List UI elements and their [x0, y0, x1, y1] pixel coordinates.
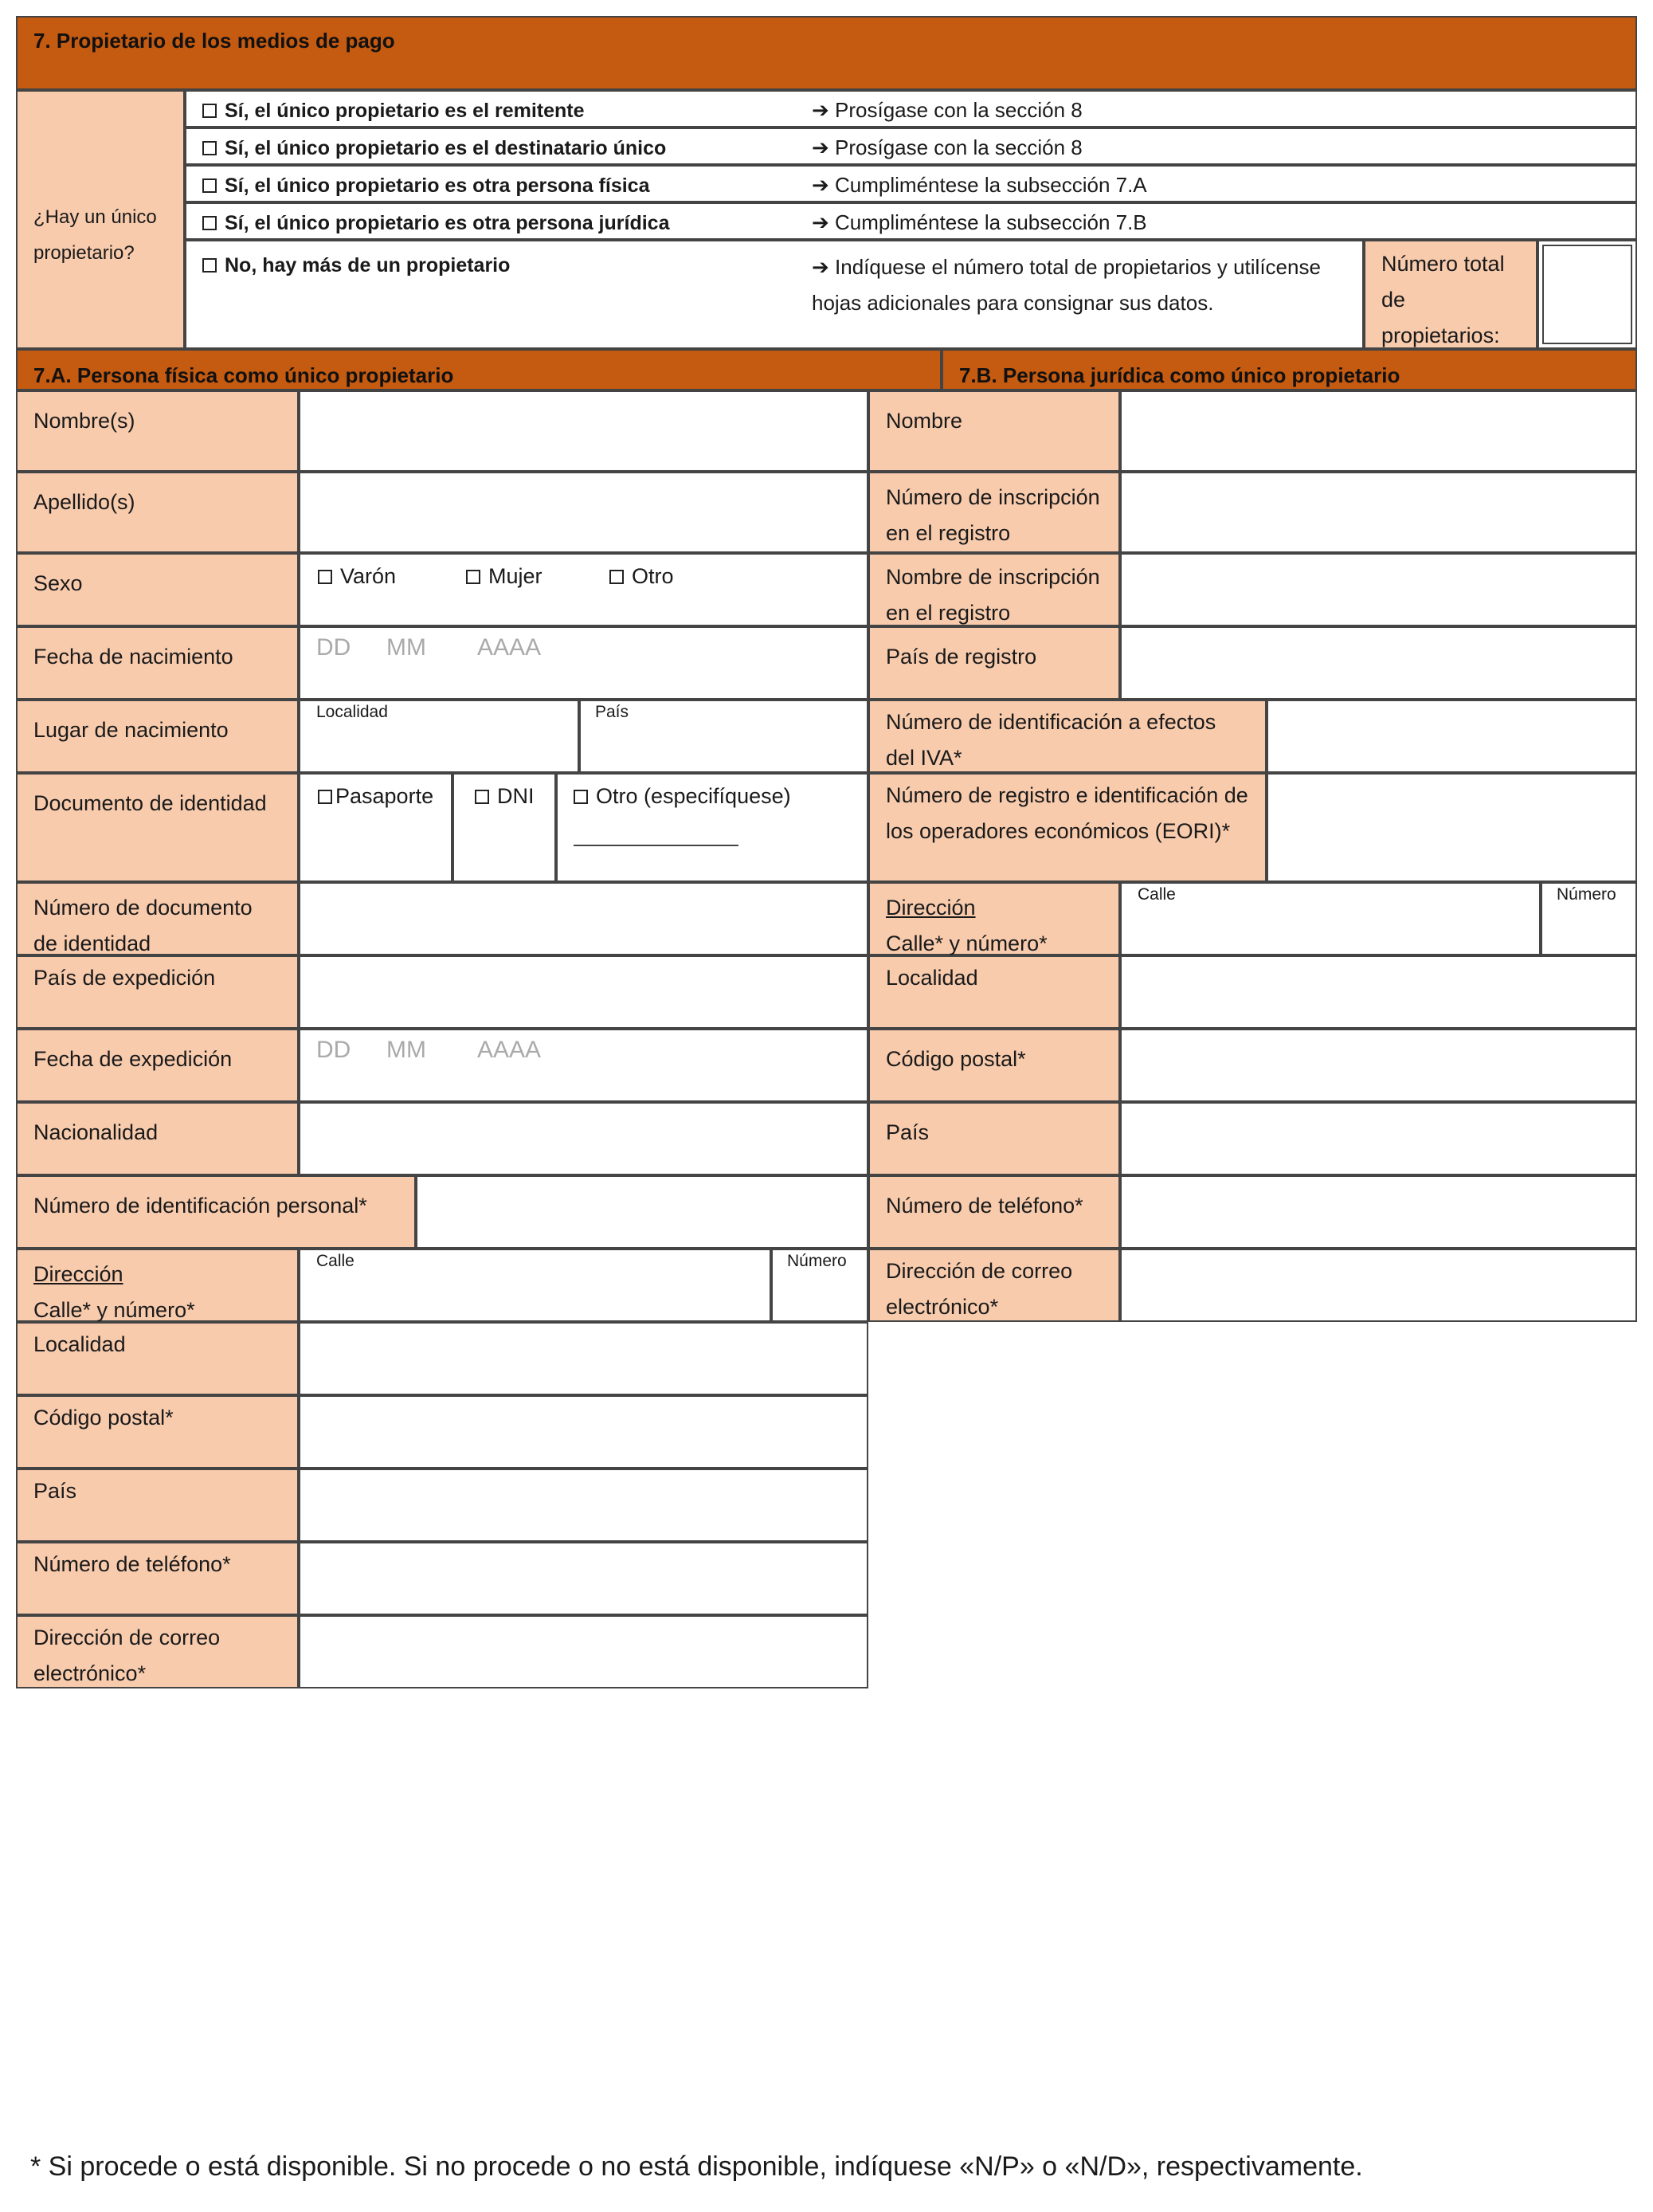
label-b-iva: Número de identificación a efectos del IVA*	[868, 700, 1267, 773]
label-nacionalidad: Nacionalidad	[16, 1102, 299, 1175]
label-pais-expedicion: País de expedición	[16, 955, 299, 1029]
input-b-pais[interactable]	[1120, 1102, 1637, 1175]
label-documento-identidad: Documento de identidad	[16, 773, 299, 882]
sexo-option-mujer[interactable]: Mujer	[466, 564, 543, 589]
input-localidad[interactable]	[299, 1322, 868, 1395]
checkbox-icon[interactable]	[202, 178, 217, 193]
input-codigo-postal[interactable]	[299, 1395, 868, 1469]
label-numero-id-personal: Número de identificación personal*	[16, 1175, 416, 1249]
label-b-pais-registro: País de registro	[868, 626, 1120, 700]
option-row-varios-propietarios[interactable]: No, hay más de un propietario ➔ Indíquese el número total de propietarios y utilícense hojas adicionales para consignar sus datos.	[185, 240, 1364, 349]
checkbox-icon[interactable]	[466, 570, 480, 584]
date-dd-placeholder: DD	[316, 1037, 351, 1063]
sexo-option-otro[interactable]: Otro	[609, 564, 674, 589]
input-b-num-inscripcion[interactable]	[1120, 472, 1637, 553]
option-row-remitente[interactable]: Sí, el único propietario es el remitente ➔ Prosígase con la sección 8	[185, 90, 1637, 127]
label-lugar-nacimiento: Lugar de nacimiento	[16, 700, 299, 773]
label-b-pais: País	[868, 1102, 1120, 1175]
input-nacionalidad[interactable]	[299, 1102, 868, 1175]
label-localidad: Localidad	[16, 1322, 299, 1395]
input-b-eori[interactable]	[1267, 773, 1637, 882]
doc-otro-specify-line[interactable]	[574, 845, 738, 846]
input-pais-expedicion[interactable]	[299, 955, 868, 1029]
label-pais: País	[16, 1469, 299, 1542]
input-sexo[interactable]	[299, 553, 868, 626]
input-pais[interactable]	[299, 1469, 868, 1542]
input-b-numero-calle[interactable]: Número	[1541, 882, 1637, 955]
input-nombres[interactable]	[299, 390, 868, 472]
label-b-eori: Número de registro e identificación de los operadores económicos (EORI)*	[868, 773, 1267, 882]
input-numero-calle[interactable]: Número	[771, 1249, 868, 1322]
input-numero-documento[interactable]	[299, 882, 868, 955]
input-b-pais-registro[interactable]	[1120, 626, 1637, 700]
date-dd-placeholder: DD	[316, 634, 351, 661]
label-telefono: Número de teléfono*	[16, 1542, 299, 1615]
input-lugar-pais[interactable]: País	[579, 700, 868, 773]
input-b-telefono[interactable]	[1120, 1175, 1637, 1249]
label-b-localidad: Localidad	[868, 955, 1120, 1029]
input-b-iva[interactable]	[1267, 700, 1637, 773]
input-fecha-expedicion[interactable]	[299, 1029, 868, 1102]
date-mm-placeholder: MM	[386, 1037, 426, 1063]
total-owners-input[interactable]	[1537, 240, 1637, 349]
label-direccion: Dirección Calle* y número*	[16, 1249, 299, 1322]
input-b-email[interactable]	[1120, 1249, 1637, 1322]
label-b-email: Dirección de correo electrónico*	[868, 1249, 1120, 1322]
checkbox-icon[interactable]	[318, 790, 332, 804]
label-b-telefono: Número de teléfono*	[868, 1175, 1120, 1249]
label-codigo-postal: Código postal*	[16, 1395, 299, 1469]
doc-option-otro[interactable]: Otro (especifíquese)	[556, 773, 868, 882]
label-b-num-inscripcion: Número de inscripción en el registro	[868, 472, 1120, 553]
input-calle[interactable]: Calle	[299, 1249, 771, 1322]
option-row-destinatario[interactable]: Sí, el único propietario es el destinatario único ➔ Prosígase con la sección 8	[185, 127, 1637, 165]
doc-option-pasaporte[interactable]: Pasaporte	[299, 773, 452, 882]
date-aaaa-placeholder: AAAA	[477, 1037, 542, 1063]
section-7-header	[16, 16, 1637, 90]
input-b-nombre-inscripcion[interactable]	[1120, 553, 1637, 626]
date-mm-placeholder: MM	[386, 634, 426, 661]
footnote: * Si procede o está disponible. Si no procede o no está disponible, indíquese «N/P» o «N/D», respectivamente.	[30, 2151, 1363, 2182]
label-b-codigo-postal: Código postal*	[868, 1029, 1120, 1102]
sexo-option-varon[interactable]: Varón	[318, 564, 396, 589]
checkbox-icon[interactable]	[202, 104, 217, 118]
checkbox-icon[interactable]	[318, 570, 332, 584]
arrow-right-icon: ➔	[812, 210, 836, 234]
input-b-calle[interactable]: Calle	[1120, 882, 1541, 955]
option-row-persona-fisica[interactable]: Sí, el único propietario es otra persona física ➔ Cumpliméntese la subsección 7.A	[185, 165, 1637, 202]
label-fecha-nacimiento: Fecha de nacimiento	[16, 626, 299, 700]
input-email[interactable]	[299, 1615, 868, 1688]
checkbox-icon[interactable]	[202, 216, 217, 230]
arrow-right-icon: ➔	[812, 135, 836, 159]
date-aaaa-placeholder: AAAA	[477, 634, 542, 661]
option-row-persona-juridica[interactable]: Sí, el único propietario es otra persona jurídica ➔ Cumpliméntese la subsección 7.B	[185, 202, 1637, 240]
single-owner-question: ¿Hay un único propietario?	[16, 90, 185, 349]
label-b-nombre-inscripcion: Nombre de inscripción en el registro	[868, 553, 1120, 626]
total-owners-label: Número total de propietarios:	[1364, 240, 1537, 349]
label-b-direccion: Dirección Calle* y número*	[868, 882, 1120, 955]
label-email: Dirección de correo electrónico*	[16, 1615, 299, 1688]
checkbox-icon[interactable]	[202, 258, 217, 273]
checkbox-icon[interactable]	[609, 570, 624, 584]
label-fecha-expedicion: Fecha de expedición	[16, 1029, 299, 1102]
input-telefono[interactable]	[299, 1542, 868, 1615]
label-b-nombre: Nombre	[868, 390, 1120, 472]
checkbox-icon[interactable]	[475, 790, 489, 804]
arrow-right-icon: ➔	[812, 98, 836, 122]
arrow-right-icon: ➔	[812, 255, 836, 279]
arrow-right-icon: ➔	[812, 173, 836, 197]
section-7b-header: 7.B. Persona jurídica como único propietario	[942, 349, 1637, 390]
doc-option-dni[interactable]: DNI	[452, 773, 556, 882]
label-sexo: Sexo	[16, 553, 299, 626]
input-lugar-localidad[interactable]: Localidad	[299, 700, 579, 773]
input-fecha-nacimiento[interactable]	[299, 626, 868, 700]
input-apellidos[interactable]	[299, 472, 868, 553]
input-b-localidad[interactable]	[1120, 955, 1637, 1029]
checkbox-icon[interactable]	[574, 790, 588, 804]
section-7a-header: 7.A. Persona física como único propietario	[16, 349, 942, 390]
input-b-codigo-postal[interactable]	[1120, 1029, 1637, 1102]
input-numero-id-personal[interactable]	[416, 1175, 868, 1249]
checkbox-icon[interactable]	[202, 141, 217, 155]
label-numero-documento: Número de documento de identidad	[16, 882, 299, 955]
label-nombres: Nombre(s)	[16, 390, 299, 472]
section-7-title: 7. Propietario de los medios de pago	[33, 29, 395, 53]
label-apellidos: Apellido(s)	[16, 472, 299, 553]
input-b-nombre[interactable]	[1120, 390, 1637, 472]
